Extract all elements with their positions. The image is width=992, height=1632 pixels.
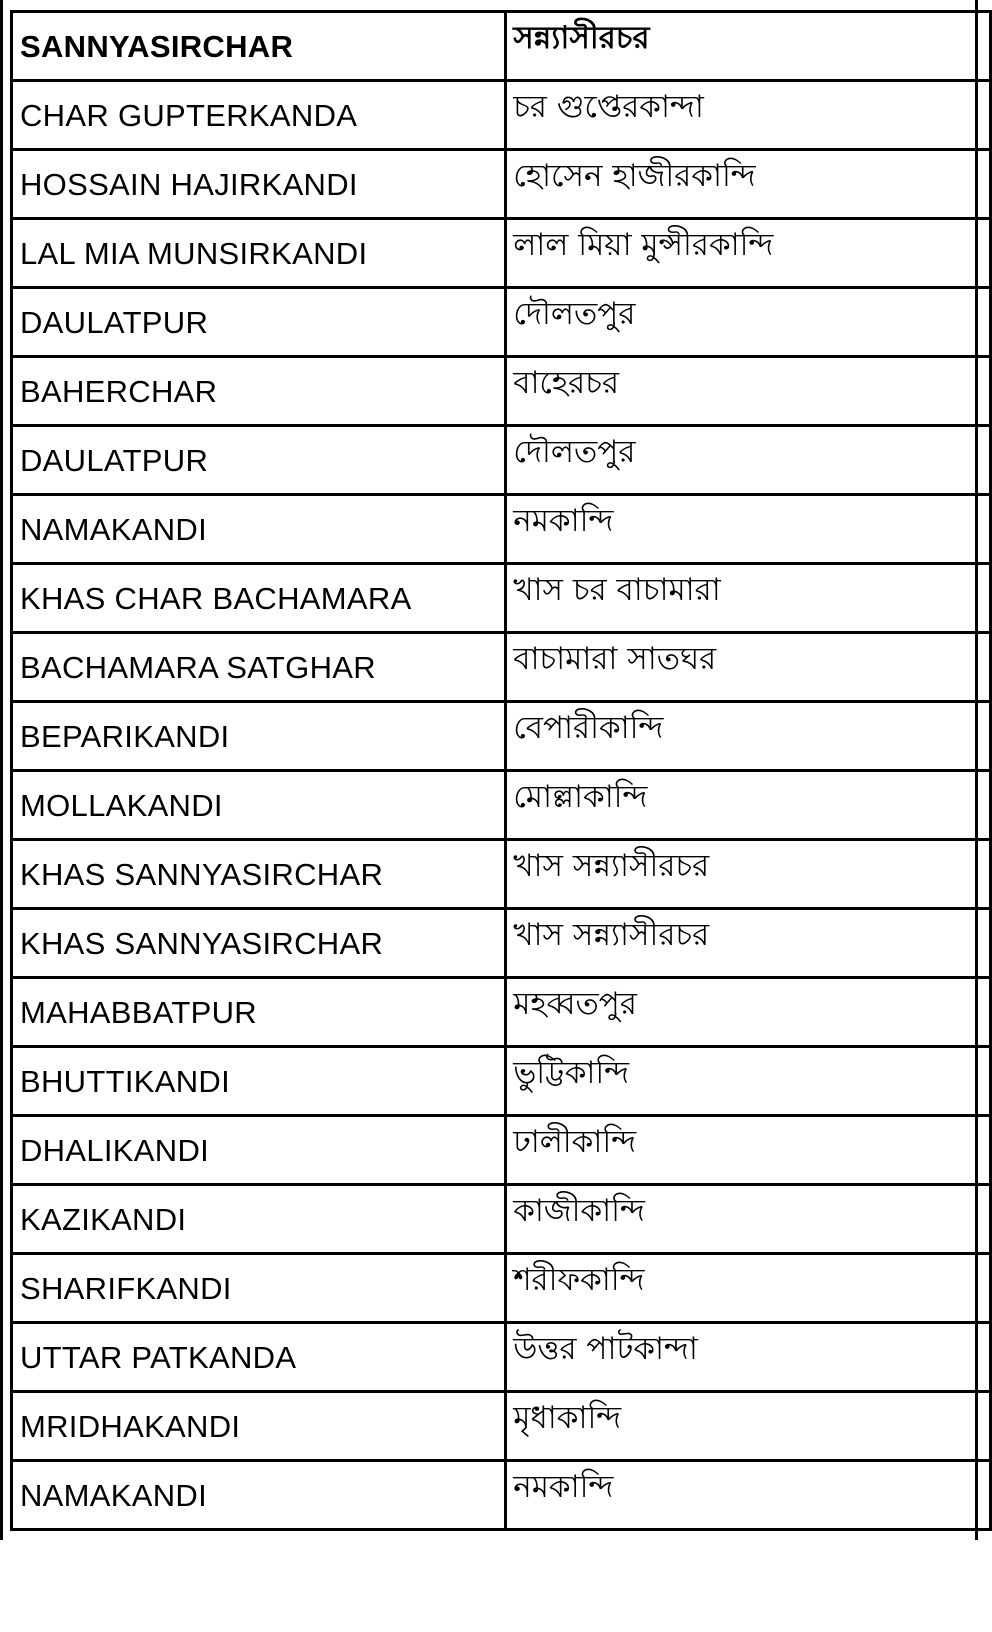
table-row — [12, 702, 991, 771]
table-row — [12, 1047, 991, 1116]
english-name: LAL MIA MUNSIRKANDI — [20, 236, 368, 271]
table-row — [12, 909, 991, 978]
table-row — [12, 1116, 991, 1185]
bangla-name-cell — [506, 1461, 991, 1530]
english-name-cell — [12, 1461, 506, 1530]
english-name: MRIDHAKANDI — [20, 1409, 241, 1444]
table-row — [12, 840, 991, 909]
bangla-name-cell — [506, 12, 991, 81]
english-name-cell — [12, 81, 506, 150]
bangla-name-cell — [506, 840, 991, 909]
table-row — [12, 1323, 991, 1392]
english-name-cell — [12, 1254, 506, 1323]
bangla-name-cell — [506, 1254, 991, 1323]
bangla-name: নমকান্দি — [513, 503, 614, 539]
bangla-name: খাস সন্ন্যাসীরচর — [513, 917, 710, 953]
table-row — [12, 633, 991, 702]
bangla-name-cell — [506, 150, 991, 219]
bangla-name-cell — [506, 1323, 991, 1392]
bangla-name: বাহেরচর — [513, 365, 620, 401]
english-name: SANNYASIRCHAR — [20, 29, 294, 64]
bangla-name-cell — [506, 702, 991, 771]
bangla-name: লাল মিয়া মুন্সীরকান্দি — [513, 227, 774, 263]
bangla-name-cell — [506, 426, 991, 495]
table-header-row — [12, 12, 991, 81]
english-name-cell — [12, 426, 506, 495]
english-name: SHARIFKANDI — [20, 1271, 232, 1306]
bangla-name: মৃধাকান্দি — [513, 1400, 622, 1436]
bangla-name: দৌলতপুর — [513, 296, 636, 332]
bangla-name: বাচামারা সাতঘর — [513, 641, 717, 677]
english-name-cell — [12, 702, 506, 771]
table-row — [12, 150, 991, 219]
english-name: BAHERCHAR — [20, 374, 218, 409]
table-row — [12, 288, 991, 357]
bangla-name-cell — [506, 633, 991, 702]
table-row — [12, 978, 991, 1047]
english-name: KHAS CHAR BACHAMARA — [20, 581, 412, 616]
bangla-name: বেপারীকান্দি — [513, 710, 664, 746]
table-row — [12, 1392, 991, 1461]
english-name: BACHAMARA SATGHAR — [20, 650, 376, 685]
bangla-name: নমকান্দি — [513, 1469, 614, 1505]
bangla-name-cell — [506, 1185, 991, 1254]
bangla-name-cell — [506, 288, 991, 357]
bangla-name-cell — [506, 978, 991, 1047]
left-table-edge — [0, 0, 3, 1540]
table-row — [12, 1461, 991, 1530]
village-name-table — [10, 10, 992, 1531]
english-name: DHALIKANDI — [20, 1133, 210, 1168]
bangla-name: খাস চর বাচামারা — [513, 572, 721, 608]
english-name-cell — [12, 357, 506, 426]
bangla-name-cell — [506, 564, 991, 633]
english-name-cell — [12, 219, 506, 288]
english-name: KAZIKANDI — [20, 1202, 187, 1237]
english-name-cell — [12, 12, 506, 81]
bangla-name-cell — [506, 357, 991, 426]
english-name: DAULATPUR — [20, 305, 209, 340]
bangla-name: শরীফকান্দি — [513, 1262, 645, 1298]
table-row — [12, 219, 991, 288]
table-row — [12, 771, 991, 840]
english-name-cell — [12, 495, 506, 564]
bangla-name-cell — [506, 1392, 991, 1461]
english-name: MAHABBATPUR — [20, 995, 257, 1030]
table-row — [12, 1185, 991, 1254]
bangla-name-cell — [506, 909, 991, 978]
english-name-cell — [12, 1392, 506, 1461]
bangla-name-cell — [506, 1047, 991, 1116]
bangla-name: মহব্বতপুর — [513, 986, 637, 1022]
bangla-name: কাজীকান্দি — [513, 1193, 645, 1229]
table-row — [12, 426, 991, 495]
english-name: KHAS SANNYASIRCHAR — [20, 857, 384, 892]
english-name: KHAS SANNYASIRCHAR — [20, 926, 384, 961]
english-name: NAMAKANDI — [20, 1478, 208, 1513]
bangla-name: হোসেন হাজীরকান্দি — [513, 158, 756, 194]
bangla-name: ভুট্টিকান্দি — [513, 1055, 630, 1091]
bangla-name: দৌলতপুর — [513, 434, 636, 470]
bangla-name: চর গুপ্তেরকান্দা — [513, 89, 704, 125]
english-name: MOLLAKANDI — [20, 788, 223, 823]
english-name: DAULATPUR — [20, 443, 209, 478]
english-name-cell — [12, 1185, 506, 1254]
english-name-cell — [12, 288, 506, 357]
bangla-name: মোল্লাকান্দি — [513, 779, 648, 815]
english-name: CHAR GUPTERKANDA — [20, 98, 358, 133]
english-name: UTTAR PATKANDA — [20, 1340, 297, 1375]
bangla-name-cell — [506, 495, 991, 564]
table-row — [12, 357, 991, 426]
english-name: BHUTTIKANDI — [20, 1064, 230, 1099]
english-name: NAMAKANDI — [20, 512, 208, 547]
english-name-cell — [12, 150, 506, 219]
english-name-cell — [12, 564, 506, 633]
bangla-name-cell — [506, 81, 991, 150]
english-name-cell — [12, 1116, 506, 1185]
english-name: HOSSAIN HAJIRKANDI — [20, 167, 358, 202]
english-name-cell — [12, 1323, 506, 1392]
english-name-cell — [12, 633, 506, 702]
table-row — [12, 564, 991, 633]
table-row — [12, 495, 991, 564]
bangla-name-cell — [506, 1116, 991, 1185]
english-name-cell — [12, 909, 506, 978]
english-name-cell — [12, 771, 506, 840]
bangla-name: সন্ন্যাসীরচর — [513, 20, 650, 56]
english-name-cell — [12, 1047, 506, 1116]
english-name-cell — [12, 978, 506, 1047]
bangla-name-cell — [506, 771, 991, 840]
table-row — [12, 1254, 991, 1323]
bangla-name-cell — [506, 219, 991, 288]
table-row — [12, 81, 991, 150]
bangla-name: উত্তর পাটকান্দা — [513, 1331, 698, 1367]
english-name: BEPARIKANDI — [20, 719, 230, 754]
bangla-name: খাস সন্ন্যাসীরচর — [513, 848, 710, 884]
bangla-name: ঢালীকান্দি — [513, 1124, 637, 1160]
english-name-cell — [12, 840, 506, 909]
